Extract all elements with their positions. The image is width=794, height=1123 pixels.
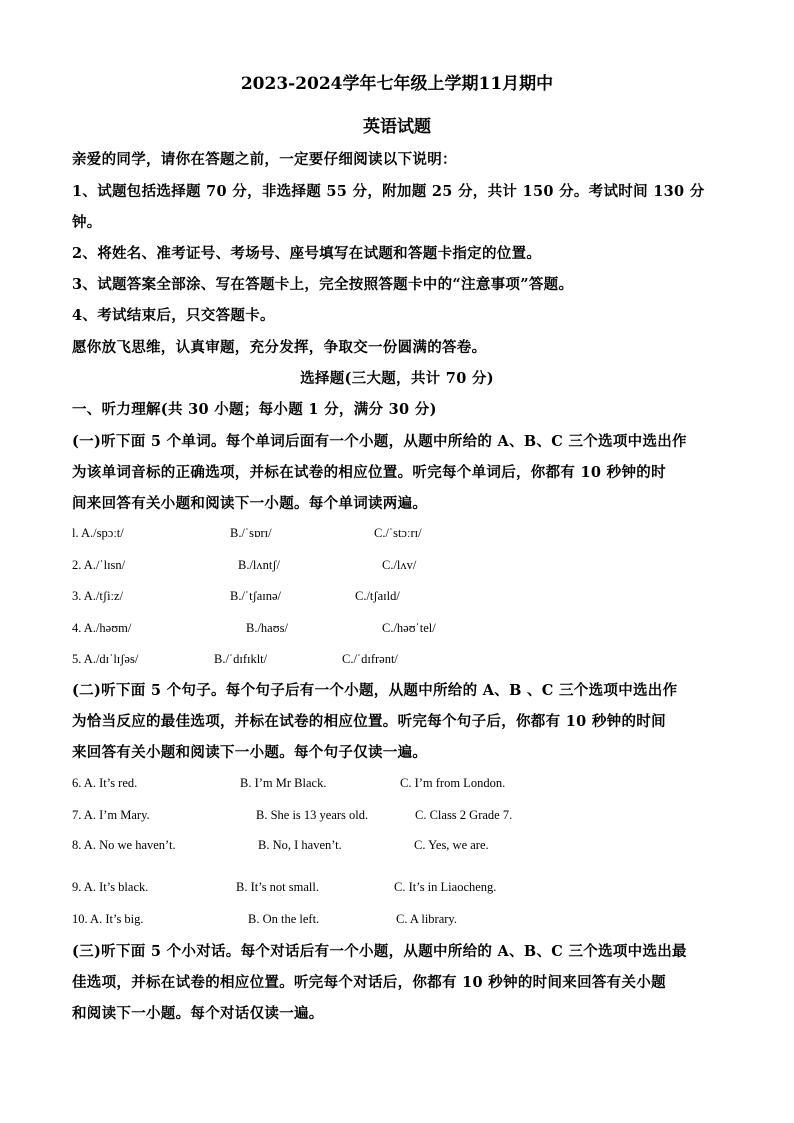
sub1-instructions-line-2: 为该单词音标的正确选项，并标在试卷的相应位置。听完每个单词后，你都有 10 秒钟的时 [72,464,666,481]
sub1-instructions-line-3: 间来回答有关小题和阅读下一小题。每个单词读两遍。 [72,495,428,512]
question-row [72,652,722,670]
option-a: 7. A. I’m Mary. [72,808,150,822]
exam-subtitle: 英语试题 [363,117,431,137]
question-row [72,776,722,794]
sub2-instructions-line-1: (二)听下面 5 个句子。每个句子后有一个小题，从题中所给的 A、B 、C 三个选项中选出作 [72,682,678,699]
rule-4: 4、考试结束后，只交答题卡。 [72,307,275,324]
question-row [72,838,722,856]
sub3-instructions-line-3: 和阅读下一小题。每个对话仅读一遍。 [72,1005,324,1022]
sub3-instructions-line-2: 佳选项，并标在试卷的相应位置。听完每个对话后，你都有 10 秒钟的时间来回答有关小题 [72,974,666,991]
option-b: B. On the left. [248,912,320,926]
question-row [72,880,722,898]
option-b: B./ˈtʃaɪnə/ [230,589,282,603]
option-a: 6. A. It’s red. [72,776,138,790]
option-a: 8. A. No we haven’t. [72,838,176,852]
option-c: C. A library. [396,912,457,926]
question-row [72,558,722,576]
option-c: C. I’m from London. [400,776,506,790]
option-c: C. Class 2 Grade 7. [415,808,513,822]
question-row [72,808,722,826]
option-b: B. She is 13 years old. [256,808,369,822]
option-b: B./ˈsɒrɪ/ [230,526,272,540]
option-a: 10. A. It’s big. [72,912,144,926]
option-a: 4. A./həʊm/ [72,621,132,635]
option-c: C./həʊˈtel/ [382,621,436,635]
rule-1-line-1: 1、试题包括选择题 70 分，非选择题 55 分，附加题 25 分，共计 150 分。考试时间 130 分 [72,183,705,200]
option-c: C./ˈdɪfrənt/ [342,652,398,666]
option-b: B./haʊs/ [246,621,288,635]
section-heading: 选择题(三大题，共计 70 分) [300,370,494,387]
sub2-instructions-line-2: 为恰当反应的最佳选项，并标在试卷的相应位置。听完每个句子后，你都有 10 秒钟的时间 [72,713,666,730]
option-a: 5. A./dɪˈlɪʃəs/ [72,652,139,666]
part-1-heading: 一、听力理解(共 30 小题；每小题 1 分，满分 30 分) [72,401,437,418]
question-row [72,526,722,544]
option-c: C./ˈstɔːrɪ/ [374,526,422,540]
option-b: B./ˈdɪfɪklt/ [214,652,268,666]
option-c: C./lʌv/ [382,558,417,572]
rule-1-line-2: 钟。 [72,214,102,231]
question-row [72,912,722,930]
option-a: 2. A./ˈlɪsn/ [72,558,126,572]
option-c: C./tʃaɪld/ [355,589,400,603]
option-c: C. It’s in Liaocheng. [394,880,497,894]
question-row [72,621,722,639]
option-a: 9. A. It’s black. [72,880,149,894]
option-a: 3. A./tʃiːz/ [72,589,124,603]
option-b: B./lʌntʃ/ [238,558,281,572]
rule-2: 2、将姓名、准考证号、考场号、座号填写在试题和答题卡指定的位置。 [72,245,542,262]
closing-wish: 愿你放飞思维，认真审题，充分发挥，争取交一份圆满的答卷。 [72,339,487,356]
rule-3: 3、试题答案全部涂、写在答题卡上，完全按照答题卡中的“注意事项”答题。 [72,276,574,293]
sub3-instructions-line-1: (三)听下面 5 个小对话。每个对话后有一个小题，从题中所给的 A、B、C 三个选项中选出最 [72,943,687,960]
sub2-instructions-line-3: 来回答有关小题和阅读下一小题。每个句子仅读一遍。 [72,744,428,761]
exam-title: 2023-2024学年七年级上学期11月期中 [240,74,554,94]
question-row [72,589,722,607]
option-b: B. I’m Mr Black. [240,776,327,790]
intro-greeting: 亲爱的同学，请你在答题之前，一定要仔细阅读以下说明： [72,151,457,168]
option-a: l. A./spɔːt/ [72,526,124,540]
option-b: B. No, I haven’t. [258,838,342,852]
sub1-instructions-line-1: (一)听下面 5 个单词。每个单词后面有一个小题，从题中所给的 A、B、C 三个选项中选出作 [72,433,687,450]
option-c: C. Yes, we are. [414,838,489,852]
option-b: B. It’s not small. [236,880,319,894]
